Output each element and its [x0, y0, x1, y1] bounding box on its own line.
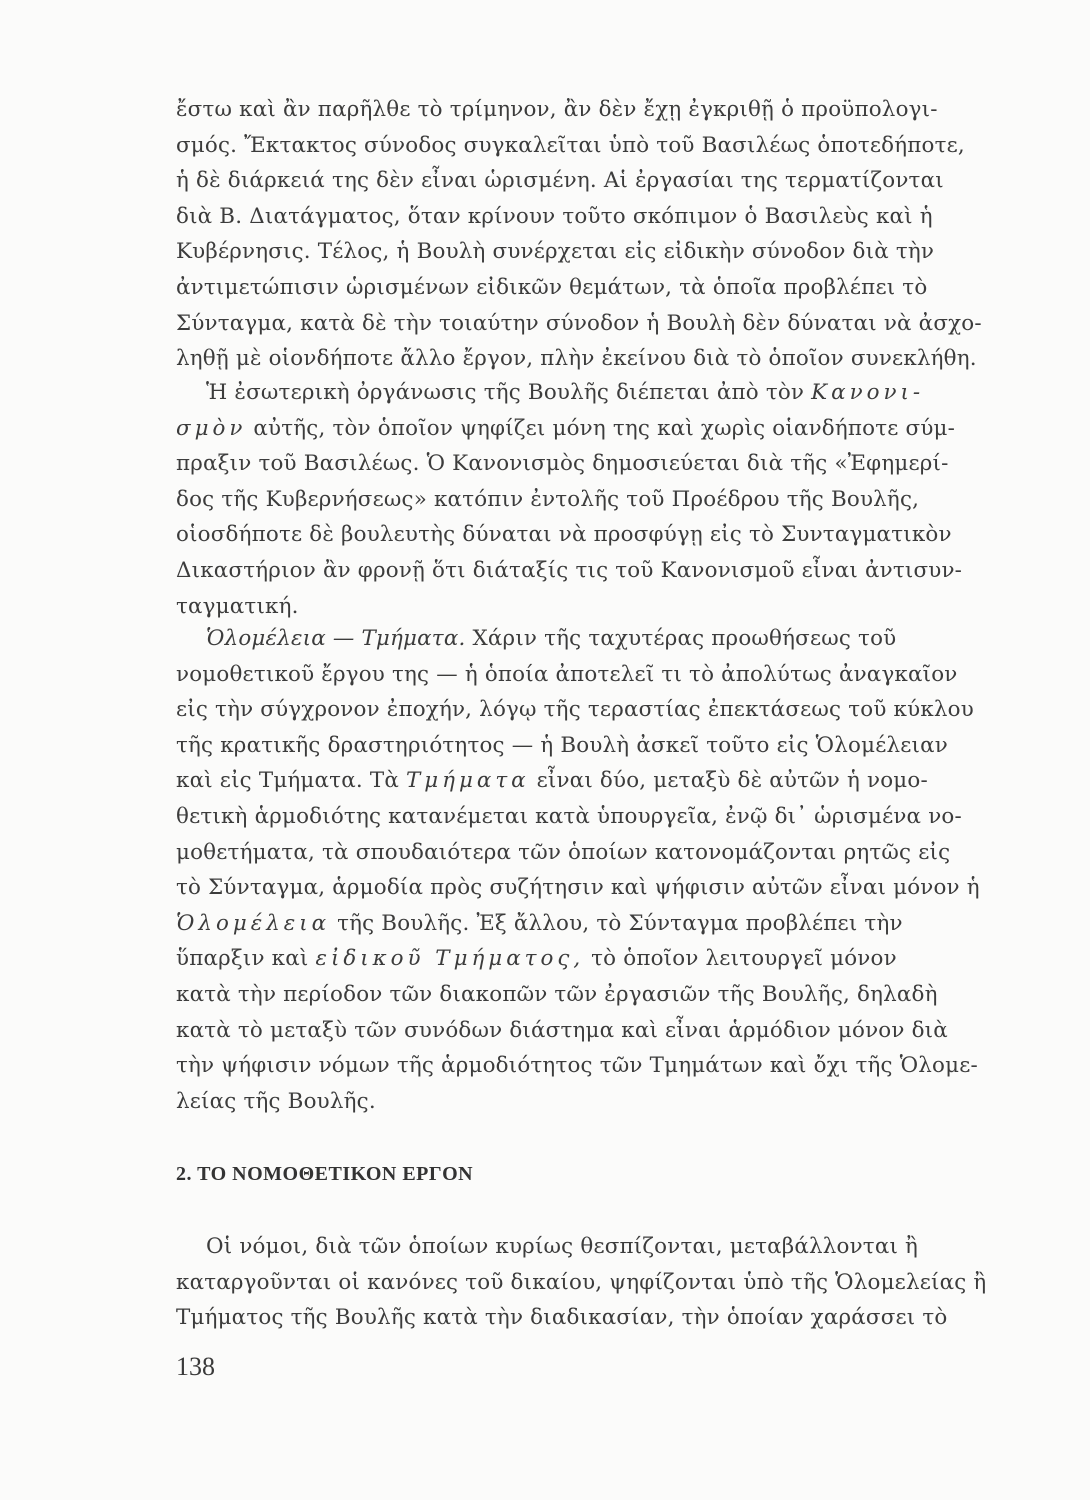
text-line: πραξιν τοῦ Βασιλέως. Ὁ Κανονισμὸς δημοσιεύεται διὰ τῆς «Ἐφημερί-	[176, 451, 949, 477]
text-line: θετικὴ ἁρμοδιότης κατανέμεται κατὰ ὑπουργεῖα, ἐνῷ δι᾿ ὡρισμένα νο-	[176, 803, 962, 829]
text-line: Κυβέρνησις. Τέλος, ἡ Βουλὴ συνέρχεται εἰς εἰδικὴν σύνοδον διὰ τὴν	[176, 239, 935, 265]
emphasis-spaced: εἰδικοῦ Τμήματος,	[315, 946, 585, 972]
text-line	[176, 411, 1016, 447]
text-line: εἰς τὴν σύγχρονον ἐποχήν, λόγῳ τῆς τεραστίας ἐπεκτάσεως τοῦ κύκλου	[176, 697, 974, 723]
text-line: Τμήματος τῆς Βουλῆς κατὰ τὴν διαδικασίαν, τὴν ὁποίαν χαράσσει τὸ	[176, 1305, 948, 1331]
text-line: ἀντιμετώπισιν ὡρισμένων εἰδικῶν θεμάτων, τὰ ὁποῖα προβλέπει τὸ	[176, 274, 928, 300]
text-line: Οἱ νόμοι, διὰ τῶν ὁποίων κυρίως θεσπίζονται, μεταβάλλονται ἢ	[206, 1234, 919, 1259]
text-line: τὴν ψήφισιν νόμων τῆς ἁρμοδιότητος τῶν Τμημάτων καὶ ὄχι τῆς Ὁλομε-	[176, 1053, 978, 1079]
paragraph-3	[176, 621, 1016, 1119]
text-line	[176, 763, 1016, 799]
text-run: Χάριν τῆς ταχυτέρας προωθήσεως τοῦ	[465, 626, 897, 651]
text-line: ἔστω καὶ ἂν παρῆλθε τὸ τρίμηνον, ἂν δὲν ἔχῃ ἐγκριθῇ ὁ προϋπολογι-	[176, 97, 938, 122]
text-line: σμός. Ἔκτακτος σύνοδος συγκαλεῖται ὑπὸ τοῦ Βασιλέως ὁποτεδήποτε,	[176, 132, 965, 158]
text-line: μοθετήματα, τὰ σπουδαιότερα τῶν ὁποίων κατονομάζονται ρητῶς εἰς	[176, 839, 951, 865]
text-run: καὶ εἰς Τμήματα. Τὰ	[176, 768, 406, 794]
text-run: αὐτῆς, τὸν ὁποῖον ψηφίζει μόνη της καὶ χωρὶς οἱανδήποτε σύμ-	[246, 415, 956, 441]
text-run: εἶναι δύο, μεταξὺ δὲ αὐτῶν ἡ νομο-	[529, 768, 928, 794]
text-line	[176, 941, 1016, 977]
paragraph-2	[176, 375, 1016, 624]
text-line: τῆς κρατικῆς δραστηριότητος — ἡ Βουλὴ ἀσκεῖ τοῦτο εἰς Ὁλομέλειαν	[176, 732, 948, 758]
text-line: οἱοσδήποτε δὲ βουλευτὴς δύναται νὰ προσφύγῃ εἰς τὸ Συνταγματικὸν	[176, 522, 952, 548]
paragraph-4	[176, 1229, 1016, 1336]
text-line: Δικαστήριον ἂν φρονῇ ὅτι διάταξίς τις τοῦ Κανονισμοῦ εἶναι ἀντισυν-	[176, 557, 963, 583]
text-run: τὸ ὁποῖον λειτουργεῖ μόνον	[584, 946, 897, 972]
page-number: 138	[176, 1352, 215, 1381]
text-line: κατὰ τὸ μεταξὺ τῶν συνόδων διάστημα καὶ εἶναι ἁρμόδιον μόνον διὰ	[176, 1017, 948, 1043]
text-line	[176, 621, 1016, 657]
section-heading: 2. ΤΟ ΝΟΜΟΘΕΤΙΚΟΝ ΕΡΓΟΝ	[176, 1163, 474, 1185]
emphasis-spaced: σμὸν	[176, 415, 247, 441]
text-line: ληθῇ μὲ οἱονδήποτε ἄλλο ἔργον, πλὴν ἐκείνου διὰ τὸ ὁποῖον συνεκλήθη.	[176, 346, 977, 372]
text-line: τὸ Σύνταγμα, ἁρμοδία πρὸς συζήτησιν καὶ ψήφισιν αὐτῶν εἶναι μόνον ἡ	[176, 875, 980, 901]
text-run: ὕπαρξιν καὶ	[176, 946, 316, 972]
text-line: διὰ Β. Διατάγματος, ὅταν κρίνουν τοῦτο σκόπιμον ὁ Βασιλεὺς καὶ ἡ	[176, 203, 933, 229]
text-line	[176, 375, 1016, 411]
paragraph-1	[176, 92, 1016, 377]
text-line: λείας τῆς Βουλῆς.	[176, 1088, 376, 1114]
text-line	[176, 906, 1016, 942]
text-line: νομοθετικοῦ ἔργου της — ἡ ὁποία ἀποτελεῖ τι τὸ ἀπολύτως ἀναγκαῖον	[176, 661, 958, 687]
text-run: Ἡ ἐσωτερικὴ ὀργάνωσις τῆς Βουλῆς διέπεται ἀπὸ τὸν	[206, 380, 812, 405]
text-run: τῆς Βουλῆς. Ἐξ ἄλλου, τὸ Σύνταγμα προβλέπει τὴν	[330, 910, 903, 936]
emphasis-spaced: Κανονι-	[811, 380, 925, 405]
text-line: ταγματική.	[176, 593, 299, 619]
emphasis-spaced: Ὁλομέλεια	[176, 910, 331, 936]
text-line: καταργοῦνται οἱ κανόνες τοῦ δικαίου, ψηφίζονται ὑπὸ τῆς Ὁλομελείας ἢ	[176, 1269, 987, 1295]
text-line: δος τῆς Κυβερνήσεως» κατόπιν ἐντολῆς τοῦ Προέδρου τῆς Βουλῆς,	[176, 486, 920, 512]
emphasis-spaced: Τμήματα	[405, 768, 530, 794]
subsection-title: Ὁλομέλεια — Τμήματα.	[206, 626, 466, 651]
text-line: ἡ δὲ διάρκειά της δὲν εἶναι ὡρισμένη. Αἱ ἐργασίαι της τερματίζονται	[176, 168, 944, 194]
text-line: Σύνταγμα, κατὰ δὲ τὴν τοιαύτην σύνοδον ἡ Βουλὴ δὲν δύναται νὰ ἀσχο-	[176, 310, 982, 336]
text-line: κατὰ τὴν περίοδον τῶν διακοπῶν τῶν ἐργασιῶν τῆς Βουλῆς, δηλαδὴ	[176, 981, 938, 1007]
